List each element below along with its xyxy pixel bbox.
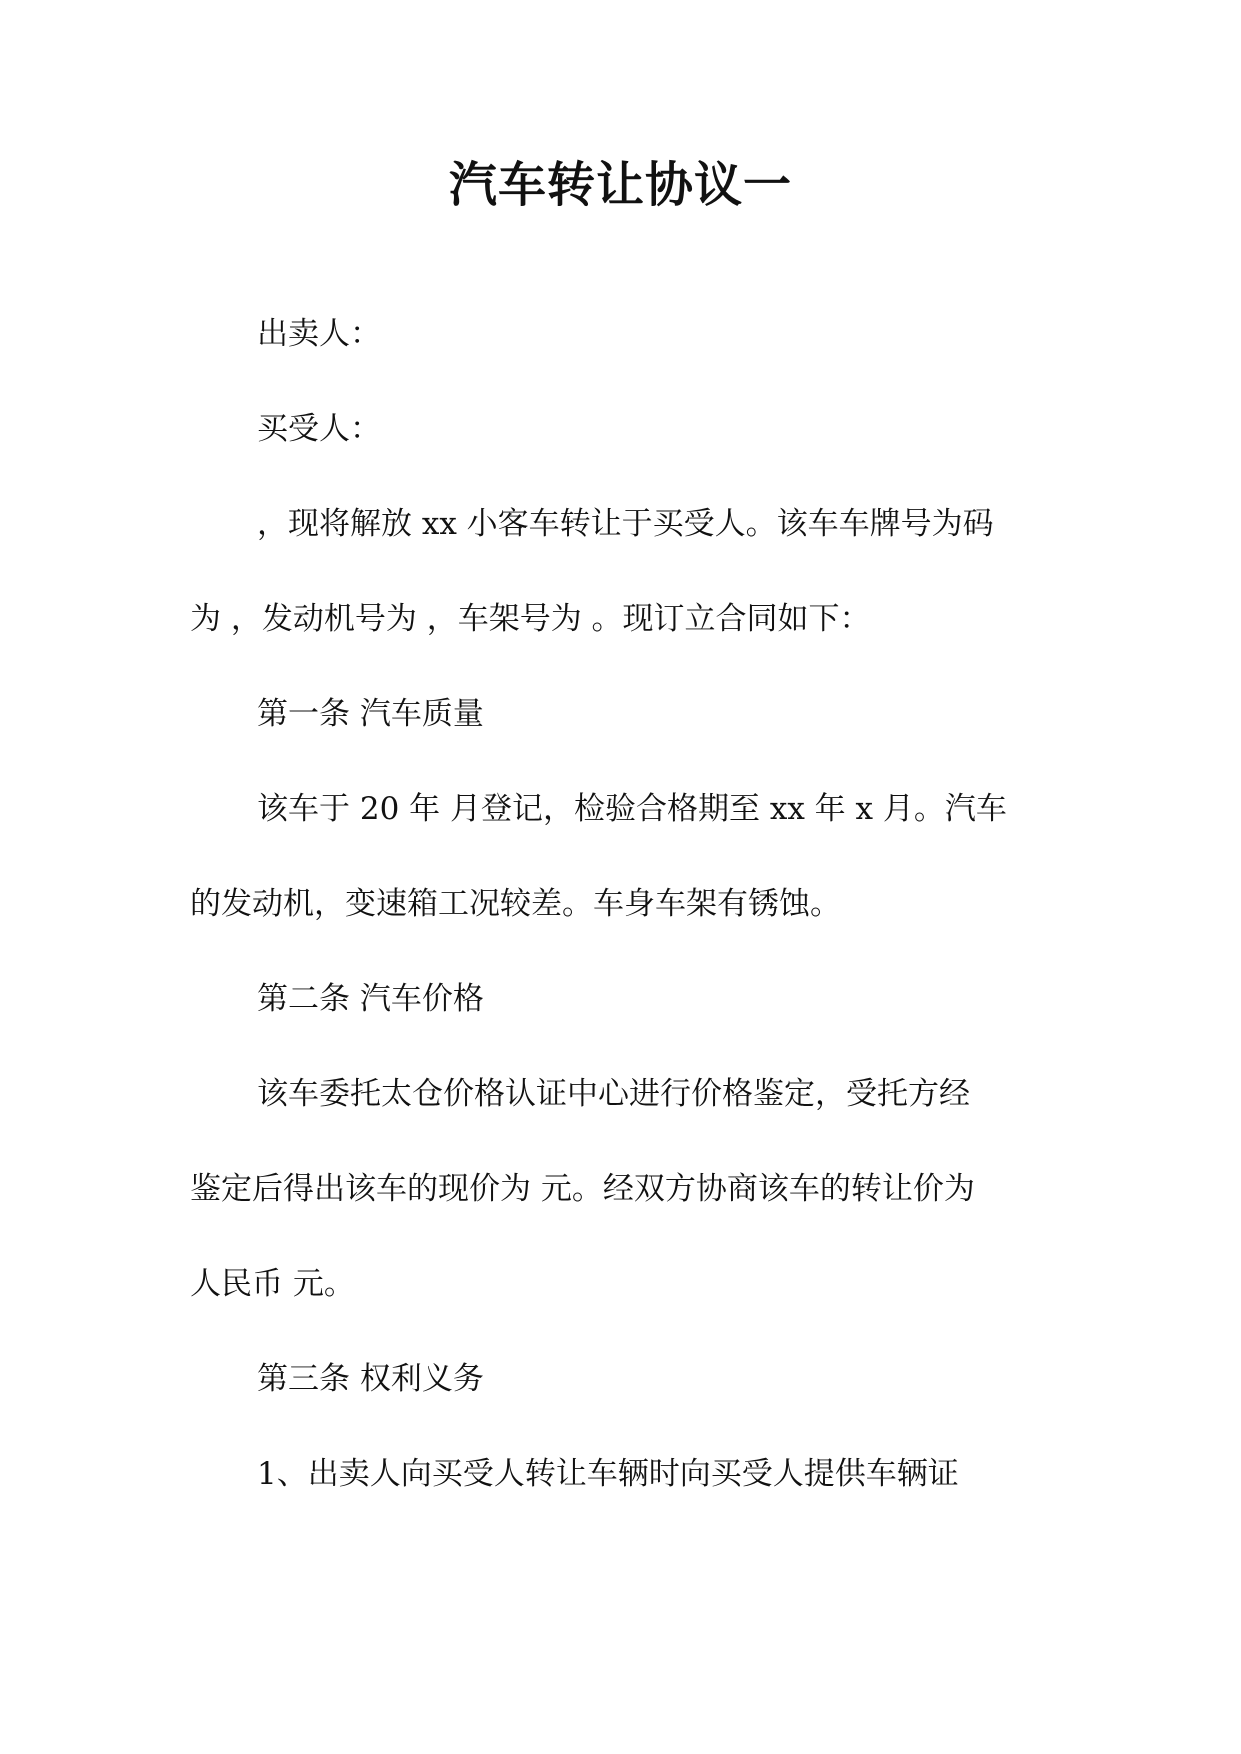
body-paragraph-line: 鉴定后得出该车的现价为 元。经双方协商该车的转让价为	[190, 1171, 975, 1207]
body-paragraph-line: 人民币 元。	[190, 1266, 355, 1302]
article-heading: 第二条 汽车价格	[257, 981, 484, 1017]
article-heading: 第三条 权利义务	[257, 1361, 484, 1397]
body-paragraph-line: ，现将解放 xx 小客车转让于买受人。该车车牌号为码	[257, 506, 994, 542]
body-paragraph-line: 1、出卖人向买受人转让车辆时向买受人提供车辆证	[257, 1456, 959, 1492]
seller-line: 出卖人：	[257, 316, 381, 352]
document-title: 汽车转让协议一	[448, 157, 792, 213]
buyer-line: 买受人：	[257, 411, 381, 447]
body-paragraph-line: 该车于 20 年 月登记，检验合格期至 xx 年 x 月。汽车	[257, 791, 1007, 827]
article-heading: 第一条 汽车质量	[257, 696, 484, 732]
body-paragraph-line: 的发动机，变速箱工况较差。车身车架有锈蚀。	[190, 886, 841, 922]
body-paragraph-line: 该车委托太仓价格认证中心进行价格鉴定，受托方经	[257, 1076, 970, 1112]
body-paragraph-line: 为 ，发动机号为 ，车架号为 。现订立合同如下：	[190, 601, 871, 637]
